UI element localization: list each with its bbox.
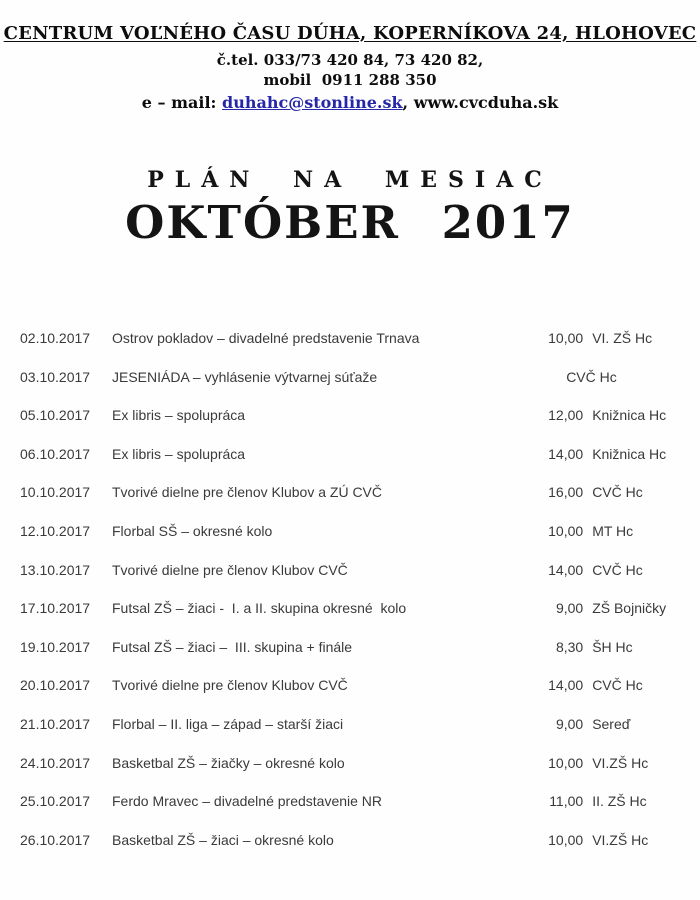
event-description: Ex libris – spolupráca: [112, 445, 246, 462]
event-place: II. ZŠ Hc: [592, 793, 647, 810]
schedule-row: [0, 562, 700, 601]
event-date: 03.10.2017: [20, 368, 91, 385]
org-name-line: CENTRUM VOĽNÉHO ČASU DÚHA, KOPERNÍKOVA 24, HLOHOVEC: [3, 23, 697, 44]
event-date: 24.10.2017: [20, 754, 91, 771]
event-time: 8,30: [555, 638, 584, 655]
event-date: 20.10.2017: [20, 677, 91, 694]
event-date: 13.10.2017: [20, 561, 91, 578]
event-date: 26.10.2017: [20, 831, 91, 848]
event-description: Ferdo Mravec – divadelné predstavenie NR: [112, 793, 383, 810]
schedule-row: [0, 793, 700, 832]
event-time: 11,00: [549, 793, 584, 810]
event-description: Futsal ZŠ – žiaci - I. a II. skupina okresné kolo: [112, 600, 407, 617]
plan-title: PLÁN NA MESIAC: [147, 167, 553, 193]
event-time: 10,00: [548, 330, 584, 346]
event-description: Tvorivé dielne pre členov Klubov CVČ: [112, 677, 348, 694]
title-block: [0, 167, 700, 249]
phone-line: č.tel. 033/73 420 84, 73 420 82,: [216, 51, 484, 69]
event-time: 10,00: [548, 754, 584, 771]
event-date: 19.10.2017: [20, 638, 91, 655]
event-description: Ostrov pokladov – divadelné predstavenie Trnava: [112, 330, 420, 346]
event-place: ZŠ Bojničky: [592, 600, 667, 617]
email-line: [0, 93, 700, 112]
event-description: Basketbal ZŠ – žiaci – okresné kolo: [112, 831, 334, 848]
event-description: Tvorivé dielne pre členov Klubov a ZÚ CVČ: [112, 484, 383, 501]
event-place: CVČ Hc: [592, 484, 643, 501]
event-time: 16,00: [548, 484, 584, 501]
event-description: Florbal – II. liga – západ – starší žiaci: [112, 715, 344, 732]
event-time: 10,00: [548, 831, 584, 848]
event-time: 14,00: [548, 677, 584, 694]
event-time: 12,00: [548, 407, 584, 424]
event-description: Florbal SŠ – okresné kolo: [112, 522, 273, 539]
schedule-row: [0, 639, 700, 678]
event-date: 17.10.2017: [20, 600, 91, 617]
event-date: 10.10.2017: [20, 484, 91, 501]
month-title: OKTÓBER 2017: [125, 196, 575, 249]
event-place: CVČ Hc: [592, 561, 643, 578]
event-description: Tvorivé dielne pre členov Klubov CVČ: [112, 561, 348, 578]
schedule-row: [0, 446, 700, 485]
event-description: Ex libris – spolupráca: [112, 407, 246, 424]
schedule-row: [0, 677, 700, 716]
schedule-row: [0, 369, 700, 408]
event-time: 9,00: [555, 600, 584, 617]
event-place: VI.ZŠ Hc: [592, 754, 649, 771]
event-date: 25.10.2017: [20, 793, 91, 810]
event-place: Knižnica Hc: [592, 445, 667, 462]
event-description: Basketbal ZŠ – žiačky – okresné kolo: [112, 754, 345, 771]
schedule-row: [0, 755, 700, 794]
event-place: CVČ Hc: [592, 677, 643, 694]
event-date: 06.10.2017: [20, 445, 91, 462]
event-date: 21.10.2017: [20, 715, 91, 732]
schedule-row: [0, 330, 700, 369]
event-time: 10,00: [548, 522, 584, 539]
event-date: 05.10.2017: [20, 407, 91, 424]
schedule-row: [0, 716, 700, 755]
event-place: Knižnica Hc: [592, 407, 667, 424]
event-place: ŠH Hc: [592, 638, 633, 655]
event-place: Sereď: [592, 715, 631, 732]
schedule-row: [0, 484, 700, 523]
event-description: Futsal ZŠ – žiaci – III. skupina + finále: [112, 638, 353, 655]
email-suffix: , www.cvcduha.sk: [402, 93, 559, 112]
schedule-list: [0, 330, 700, 870]
event-description: JESENIÁDA – vyhlásenie výtvarnej súťaže: [112, 368, 378, 385]
event-place: VI.ZŠ Hc: [592, 831, 649, 848]
schedule-row: [0, 407, 700, 446]
event-time: 14,00: [548, 561, 584, 578]
schedule-row: [0, 600, 700, 639]
event-date: 02.10.2017: [20, 330, 91, 346]
event-place: MT Hc: [592, 522, 634, 539]
doc-header: [0, 0, 700, 112]
event-date: 12.10.2017: [20, 522, 91, 539]
schedule-row: [0, 523, 700, 562]
email-prefix: e – mail:: [141, 93, 223, 112]
schedule-row: [0, 832, 700, 871]
event-time: 14,00: [548, 445, 584, 462]
event-place: VI. ZŠ Hc: [592, 330, 653, 346]
event-time: 9,00: [555, 715, 584, 732]
mobile-line: mobil 0911 288 350: [263, 71, 437, 89]
event-place: CVČ Hc: [566, 368, 617, 385]
email-link[interactable]: duhahc@stonline.sk: [222, 93, 403, 112]
